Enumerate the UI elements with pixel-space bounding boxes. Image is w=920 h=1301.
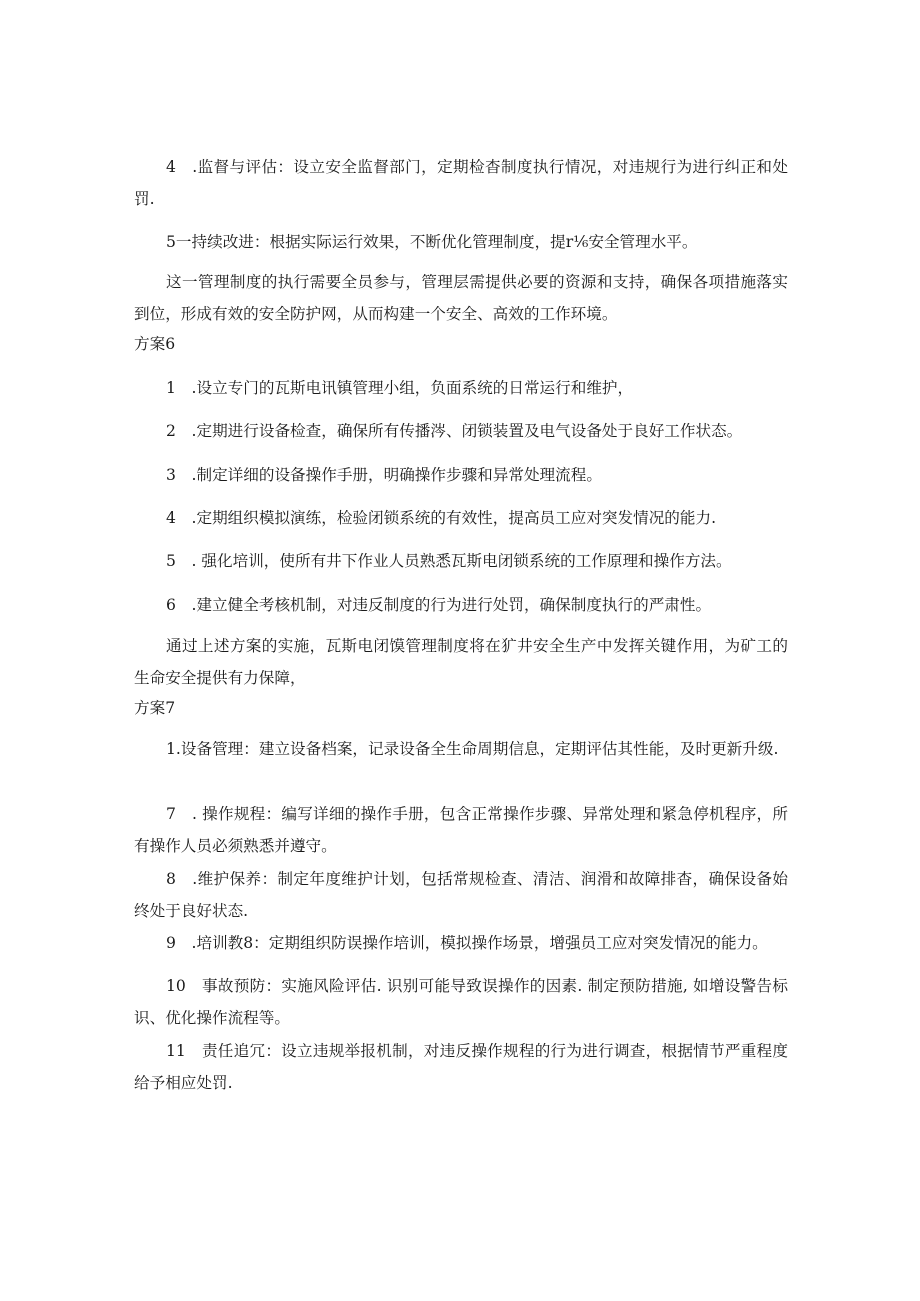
paragraph-item-4-supervision: 4 .监督与评估：设立安全监督部门，定期检杳制度执行情况，对违规行为进行纠正和处罚.: [134, 158, 788, 208]
paragraph-plan7-item-9: 9 .培训教8：定期组织防误操作培训，模拟操作场景，增强员工应对突发情况的能力。: [166, 934, 768, 952]
paragraph-plan6-item-1: 1 .设立专门的瓦斯电讯镇管理小组，负面系统的日常运行和维护，: [166, 379, 634, 397]
paragraph-plan7-item-1: 1.设备管理：建立设备档案，记录设备全生命周期信息，定期评估其性能，及时更新升级.: [166, 740, 779, 758]
section-heading-plan-7: 方案7: [134, 699, 176, 717]
paragraph-plan6-item-4: 4 .定期组织模拟演练，检验闭锁系统的有效性，提高员工应对突发情况的能力.: [166, 509, 717, 527]
paragraph-plan7-item-8: 8 .维护保养：制定年度维护计划，包括常规检查、清洁、润滑和故障排杳，确保设备始终处于良好状态.: [134, 870, 788, 920]
paragraph-plan7-item-11: 11 责任追冗：设立违规举报机制，对违反操作规程的行为进行调查，根据情节严重程度给予相应处罚.: [134, 1042, 788, 1092]
paragraph-plan7-item-10: 10 事故预防：实施风险评估. 识别可能导致误操作的因素. 制定预防措施, 如增设警告标识、优化操作流程等。: [134, 977, 788, 1027]
paragraph-plan6-item-3: 3 .制定详细的设备操作手册，明确操作步骤和异常处理流程。: [166, 466, 602, 484]
paragraph-plan6-item-6: 6 .建立健全考核机制，对违反制度的行为进行处罚，确保制度执行的严肃性。: [166, 596, 712, 614]
paragraph-plan6-item-2: 2 .定期进行设备检查，确保所有传播涔、闭锁装置及电气设备处于良好工作状态。: [166, 422, 743, 440]
paragraph-plan6-item-5: 5 . 强化培训，使所有井下作业人员熟悉瓦斯电闭锁系统的工作原理和操作方法。: [166, 552, 732, 570]
paragraph-summary-2: 通过上述方案的实施，瓦斯电闭馍管理制度将在犷井安全生产中发挥关键作用，为矿工的生命安全提供有力保障，: [134, 637, 788, 687]
paragraph-plan7-item-7: 7 . 操作规程：编写详细的操作手册，包含正常操作步骤、异常处理和紧急停机程序，所有操作人员必须熟悉并遵守。: [134, 805, 788, 855]
section-heading-plan-6: 方案6: [134, 335, 176, 353]
paragraph-item-5-improvement: 5一持续改进：根据实际运行效果，不断优化管理制度，提r⅙安全管理水平。: [166, 233, 698, 251]
paragraph-summary-1: 这一管理制度的执行需要全员参与，管理层需提供必要的资源和支持，确保各项措施落实到位，形成有效的安全防护网，从而构建一个安全、高效的工作环境。: [134, 273, 788, 323]
